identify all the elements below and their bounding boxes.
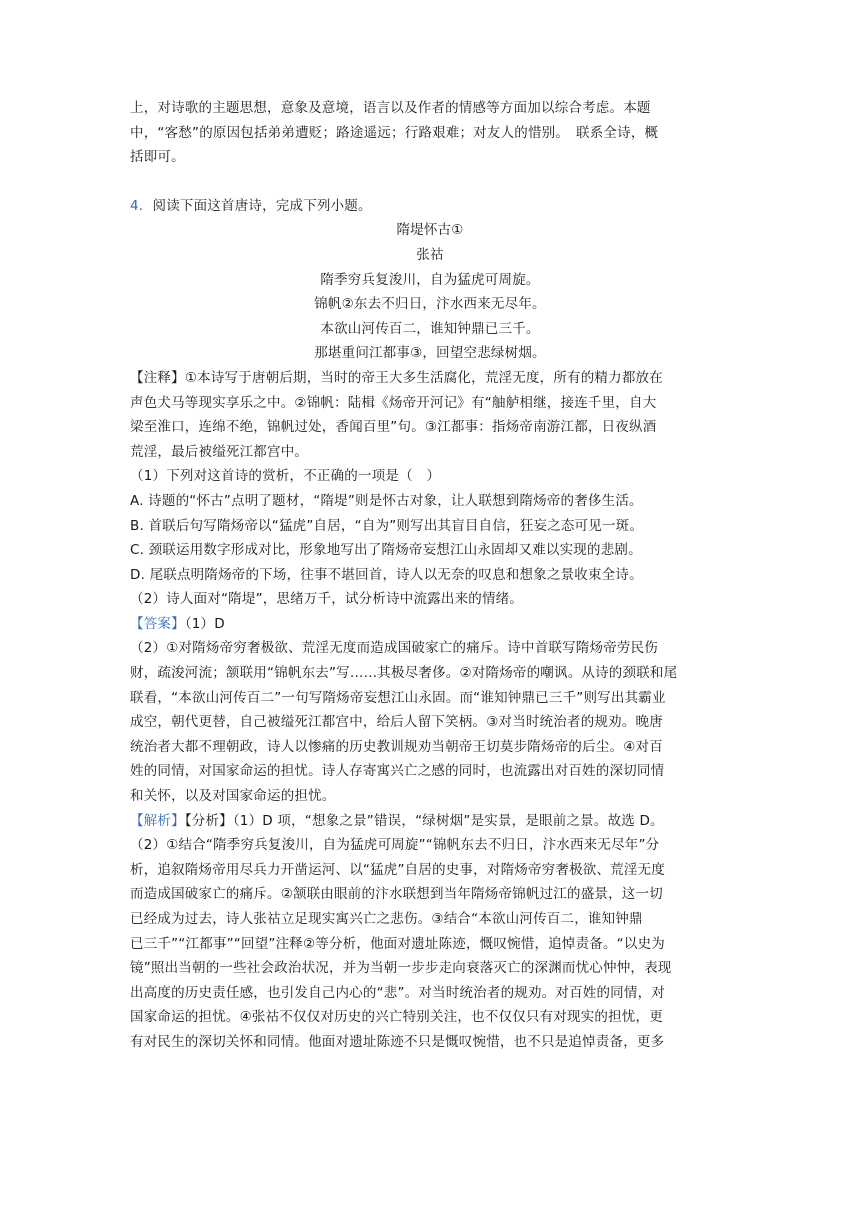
answer-line: （2）①对隋炀帝穷奢极欲、荒淫无度而造成国破家亡的痛斥。诗中首联写隋炀帝劳民伤 xyxy=(130,640,658,657)
answer-label: 【答案】 xyxy=(130,615,185,632)
notes-line: 【注释】①本诗写于唐朝后期，当时的帝王大多生活腐化，荒淫无度，所有的精力都放在 xyxy=(130,369,663,386)
notes-line: 声色犬马等现实享乐之中。②锦帆：陆楫《炀帝开河记》有“舳舻相继，接连千里，自大 xyxy=(130,394,657,411)
poem-author: 张祜 xyxy=(416,246,444,263)
analysis-heading: 【解析】【分析】（1）D 项，“想象之景”错误，“绿树烟”是实景，是眼前之景。故选 D。 xyxy=(130,812,664,829)
notes-line: 荒淫，最后被缢死江都宫中。 xyxy=(130,443,309,460)
answer-line: 成空，朝代更替，自己被缢死江都宫中，给后人留下笑柄。③对当时统治者的规劝。晚唐 xyxy=(130,714,663,731)
question-heading xyxy=(130,194,730,219)
analysis-line: 析，追叙隋炀帝用尽兵力开凿运河、以“猛虎”自居的史事，对隋炀帝穷奢极欲、荒淫无度 xyxy=(130,861,665,878)
sub-question-2: （2）诗人面对“隋堤”，思绪万千，试分析诗中流露出来的情绪。 xyxy=(130,591,524,608)
option-b: B. 首联后句写隋炀帝以“猛虎”自居，“自为”则写出其盲目自信，狂妄之态可见一斑。 xyxy=(130,517,644,534)
poem-line: 锦帆②东去不归日，汴水西来无尽年。 xyxy=(314,296,546,313)
intro-line: 中，“客愁”的原因包括弟弟遭贬；路途遥远；行路艰难；对友人的惜别。 联系全诗，概 xyxy=(130,124,659,141)
analysis-line: 出高度的历史责任感，也引发自己内心的“悲”。对当时统治者的规劝。对百姓的同情，对 xyxy=(130,984,665,1001)
option-c: C. 颈联运用数字形成对比，形象地写出了隋炀帝妄想江山永固却又难以实现的悲剧。 xyxy=(130,542,642,559)
analysis-line: 已经成为过去，诗人张祜立足现实寓兴亡之悲伤。③结合“本欲山河传百二，谁知钟鼎 xyxy=(130,911,643,927)
intro-line: 括即可。 xyxy=(130,149,185,166)
poem-title: 隋堤怀古① xyxy=(396,222,464,239)
analysis-label: 【解析】 xyxy=(130,812,185,829)
analysis-line: 已三千”“江都事”“回望”注释②等分析，他面对遗址陈迹，慨叹惋惜，追悼责备。“以史为 xyxy=(130,935,665,952)
answer-line: 联看，“本欲山河传百二”一句写隋炀帝妄想江山永固。而“谁知钟鼎已三千”则写出其霸业 xyxy=(130,689,666,706)
question-prompt: 阅读下面这首唐诗，完成下列小题。 xyxy=(152,197,372,214)
answer-line: 统治者大都不理朝政，诗人以惨痛的历史教训规劝当朝帝王切莫步隋炀帝的后尘。④对百 xyxy=(130,738,663,755)
answer-line: 财，疏浚河流；颔联用“锦帆东去”写……其极尽奢侈。②对隋炀帝的嘲讽。从诗的颈联和尾 xyxy=(130,665,678,682)
poem-line: 本欲山河传百二，谁知钟鼎已三千。 xyxy=(320,320,540,337)
analysis-line: 镜”照出当朝的一些社会政治状况，并为当朝一步步走向衰落灭亡的深渊而忧心忡忡，表现 xyxy=(130,960,672,977)
analysis-line: （2）①结合“隋季穷兵复浚川，自为猛虎可周旋”“锦帆东去不归日，汴水西来无尽年”分 xyxy=(130,837,660,854)
option-d: D. 尾联点明隋炀帝的下场，往事不堪回首，诗人以无奈的叹息和想象之景收束全诗。 xyxy=(130,566,643,583)
analysis-line: 而造成国破家亡的痛斥。②颔联由眼前的汴水联想到当年隋炀帝锦帆过江的盛景，这一切 xyxy=(130,886,663,903)
option-a: A. 诗题的“怀古”点明了题材，“隋堤”则是怀古对象，让人联想到隋炀帝的奢侈生活。 xyxy=(130,492,643,509)
question-number: 4． xyxy=(130,197,153,214)
answer-line: 姓的同情，对国家命运的担忧。诗人存寄寓兴亡之感的同时，也流露出对百姓的深切同情 xyxy=(130,763,665,780)
analysis-line: 有对民生的深切关怀和同情。他面对遗址陈迹不只是慨叹惋惜，也不只是追悼责备，更多 xyxy=(130,1033,665,1050)
notes-label: 【注释】 xyxy=(130,369,185,386)
analysis-line: 国家命运的担忧。④张祜不仅仅对历史的兴亡特别关注，也不仅仅只有对现实的担忧，更 xyxy=(130,1009,663,1026)
sub-question-1: （1）下列对这首诗的赏析，不正确的一项是（ ） xyxy=(130,468,441,485)
answer-heading: 【答案】（1）D xyxy=(130,615,225,632)
poem-line: 那堪重问江都事③，回望空悲绿树烟。 xyxy=(314,345,546,362)
poem-line: 隋季穷兵复浚川，自为猛虎可周旋。 xyxy=(320,271,540,288)
intro-line: 上，对诗歌的主题思想，意象及意境，语言以及作者的情感等方面加以综合考虑。本题 xyxy=(130,100,651,116)
document-page xyxy=(130,96,730,1055)
notes-line: 梁至淮口，连绵不绝，锦帆过处，香闻百里”句。③江都事：指炀帝南游江都，日夜纵酒 xyxy=(130,419,657,436)
answer-line: 和关怀，以及对国家命运的担忧。 xyxy=(130,788,336,805)
